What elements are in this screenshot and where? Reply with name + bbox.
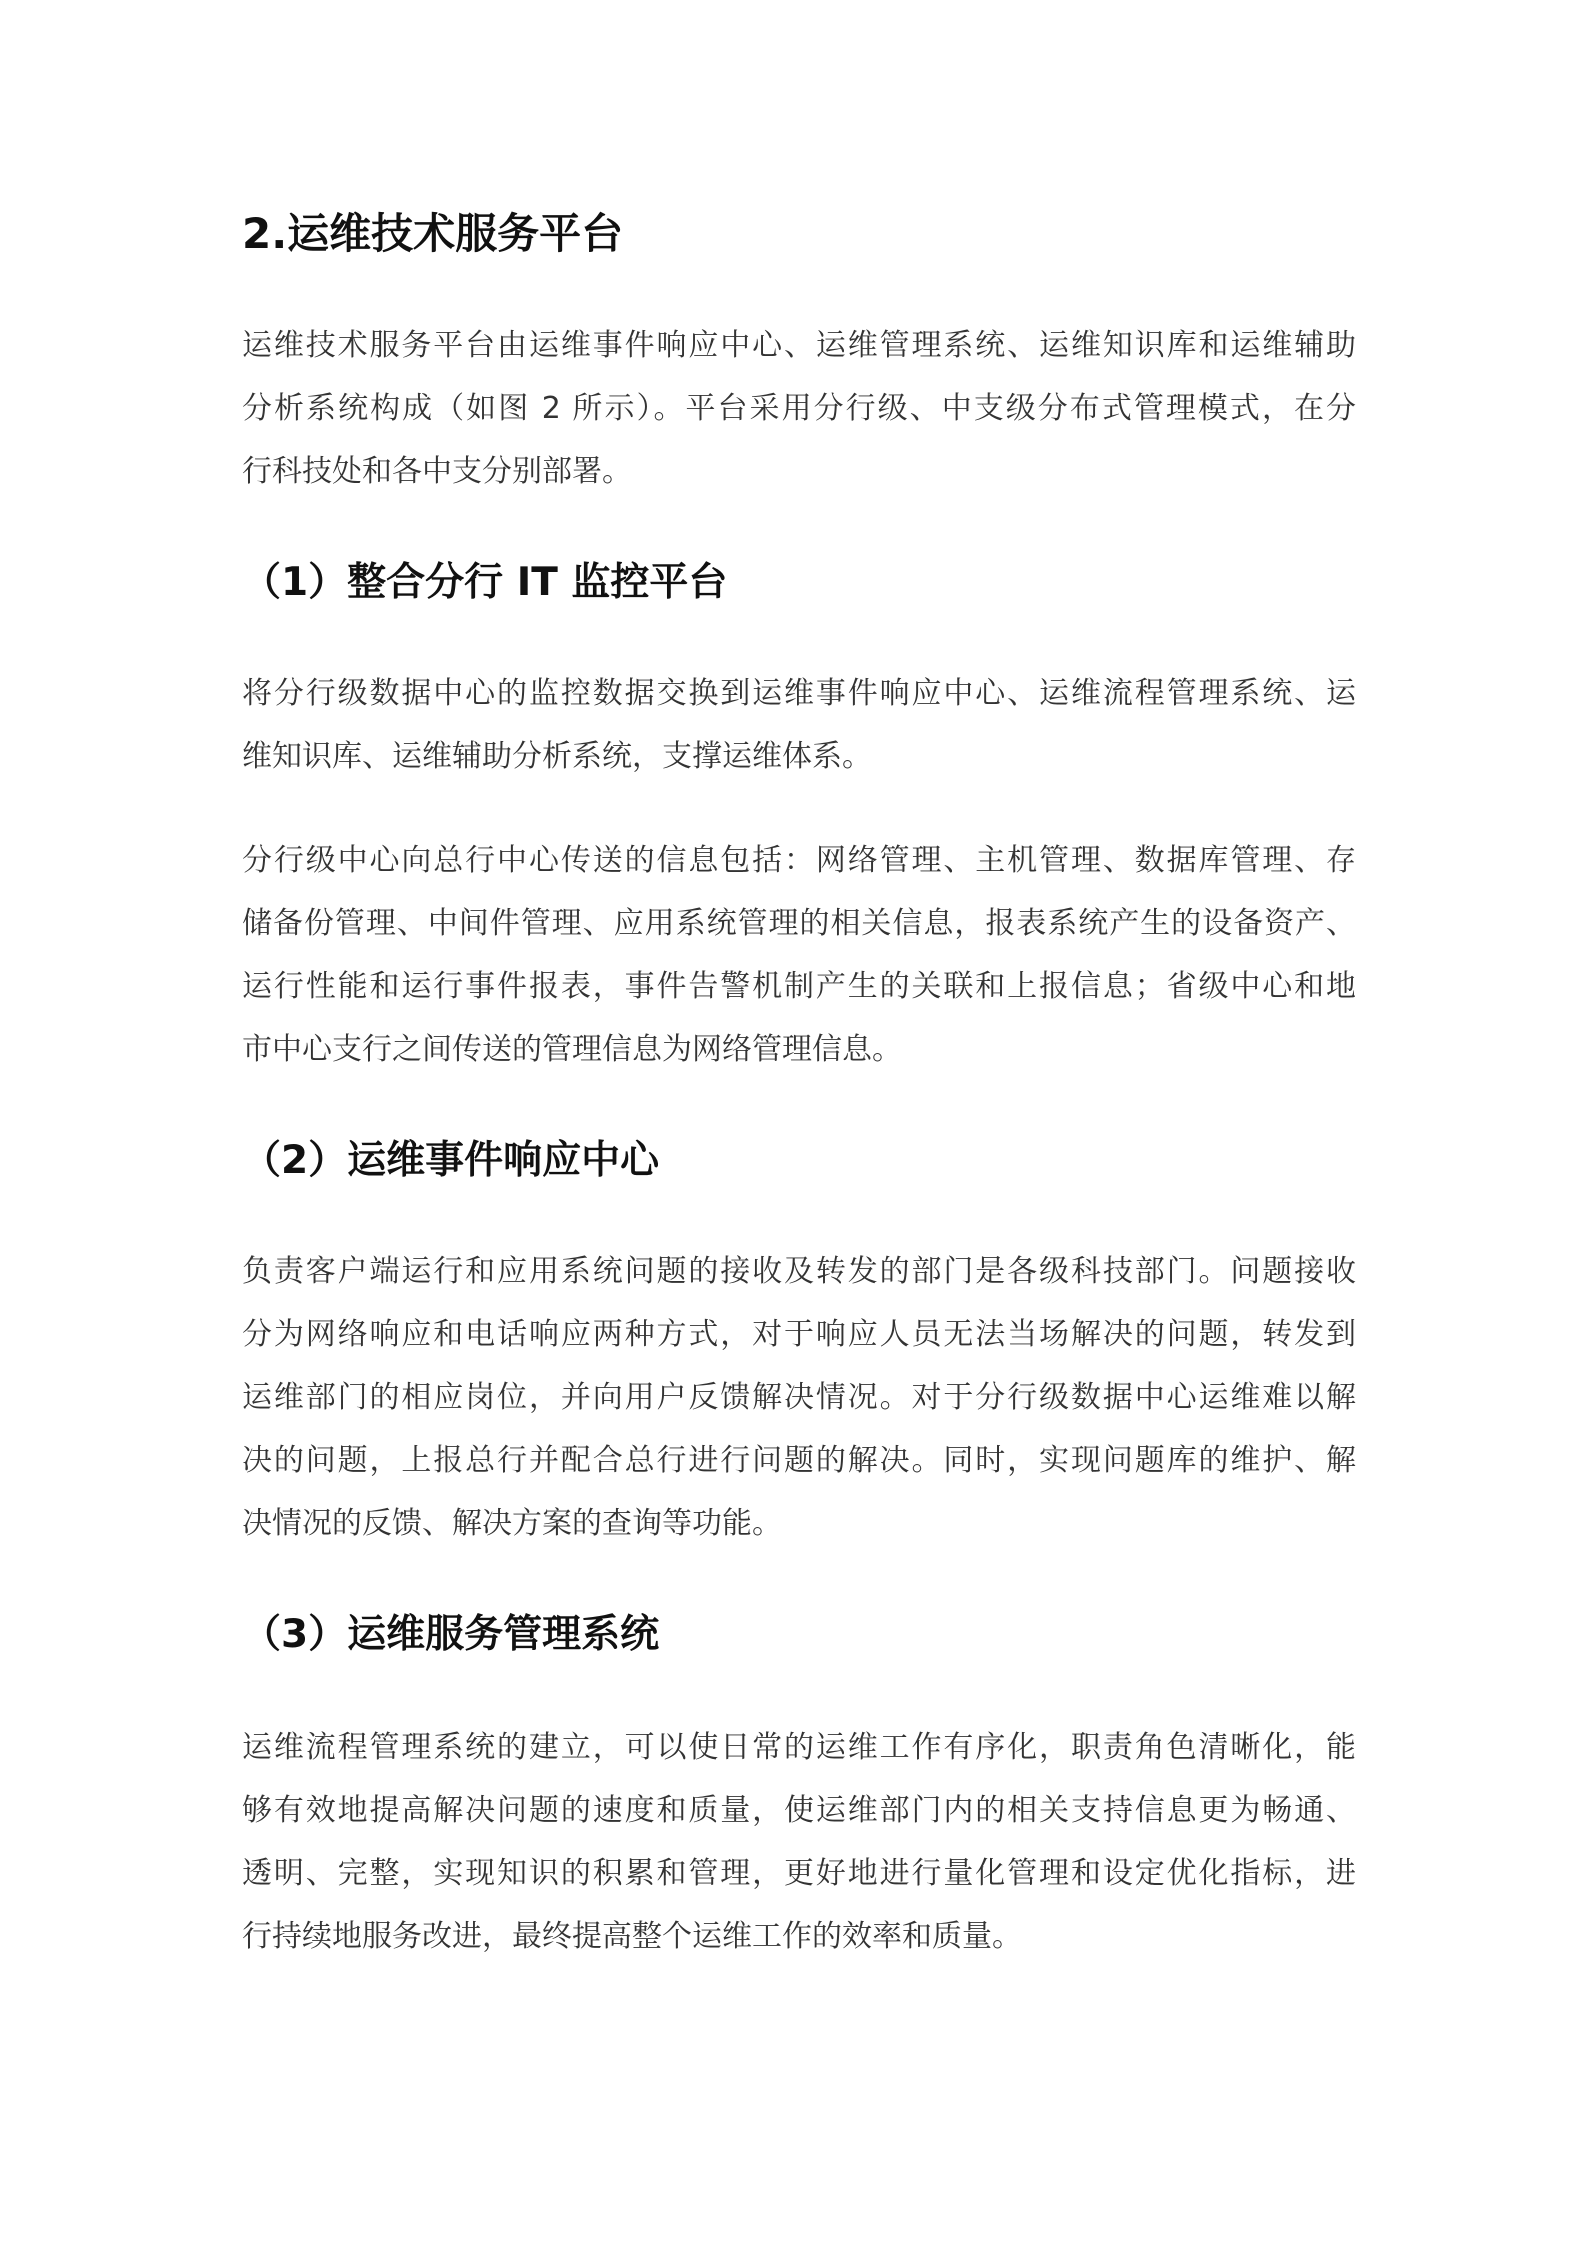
intro-paragraph [242, 314, 1356, 503]
text-line: 透明、完整，实现知识的积累和管理，更好地进行量化管理和设定优化指标，进 [242, 1856, 1356, 1891]
text-line: 运维流程管理系统的建立，可以使日常的运维工作有序化，职责角色清晰化，能 [242, 1730, 1356, 1765]
text-line: 负责客户端运行和应用系统问题的接收及转发的部门是各级科技部门。问题接收 [242, 1254, 1356, 1289]
text-line: 市中心支行之间传送的管理信息为网络管理信息。 [242, 1032, 902, 1067]
subsection-heading-2: （2）运维事件响应中心 [242, 1138, 660, 1183]
text-line: 决的问题，上报总行并配合总行进行问题的解决。同时，实现问题库的维护、解 [242, 1443, 1356, 1478]
text-line: 行科技处和各中支分别部署。 [242, 454, 632, 489]
text-line: 储备份管理、中间件管理、应用系统管理的相关信息，报表系统产生的设备资产、 [242, 906, 1356, 941]
text-line: 分析系统构成（如图 2 所示）。平台采用分行级、中支级分布式管理模式，在分 [242, 391, 1356, 426]
text-line: 运维部门的相应岗位，并向用户反馈解决情况。对于分行级数据中心运维难以解 [242, 1380, 1356, 1415]
paragraph [242, 1716, 1356, 1968]
subsection-heading-3: （3）运维服务管理系统 [242, 1612, 660, 1657]
text-line: 将分行级数据中心的监控数据交换到运维事件响应中心、运维流程管理系统、运 [242, 676, 1356, 711]
text-line: 运行性能和运行事件报表，事件告警机制产生的关联和上报信息；省级中心和地 [242, 969, 1356, 1004]
text-line: 运维技术服务平台由运维事件响应中心、运维管理系统、运维知识库和运维辅助 [242, 328, 1356, 363]
text-line: 分为网络响应和电话响应两种方式，对于响应人员无法当场解决的问题，转发到 [242, 1317, 1356, 1352]
text-line: 够有效地提高解决问题的速度和质量，使运维部门内的相关支持信息更为畅通、 [242, 1793, 1356, 1828]
text-line: 维知识库、运维辅助分析系统，支撑运维体系。 [242, 739, 872, 774]
subsection-heading-1: （1）整合分行 IT 监控平台 [242, 560, 728, 605]
text-line: 分行级中心向总行中心传送的信息包括：网络管理、主机管理、数据库管理、存 [242, 843, 1356, 878]
paragraph [242, 829, 1356, 1081]
text-line: 决情况的反馈、解决方案的查询等功能。 [242, 1506, 782, 1541]
paragraph [242, 662, 1356, 788]
section-heading: 2.运维技术服务平台 [242, 209, 624, 258]
paragraph [242, 1240, 1356, 1555]
text-line: 行持续地服务改进，最终提高整个运维工作的效率和质量。 [242, 1919, 1022, 1954]
